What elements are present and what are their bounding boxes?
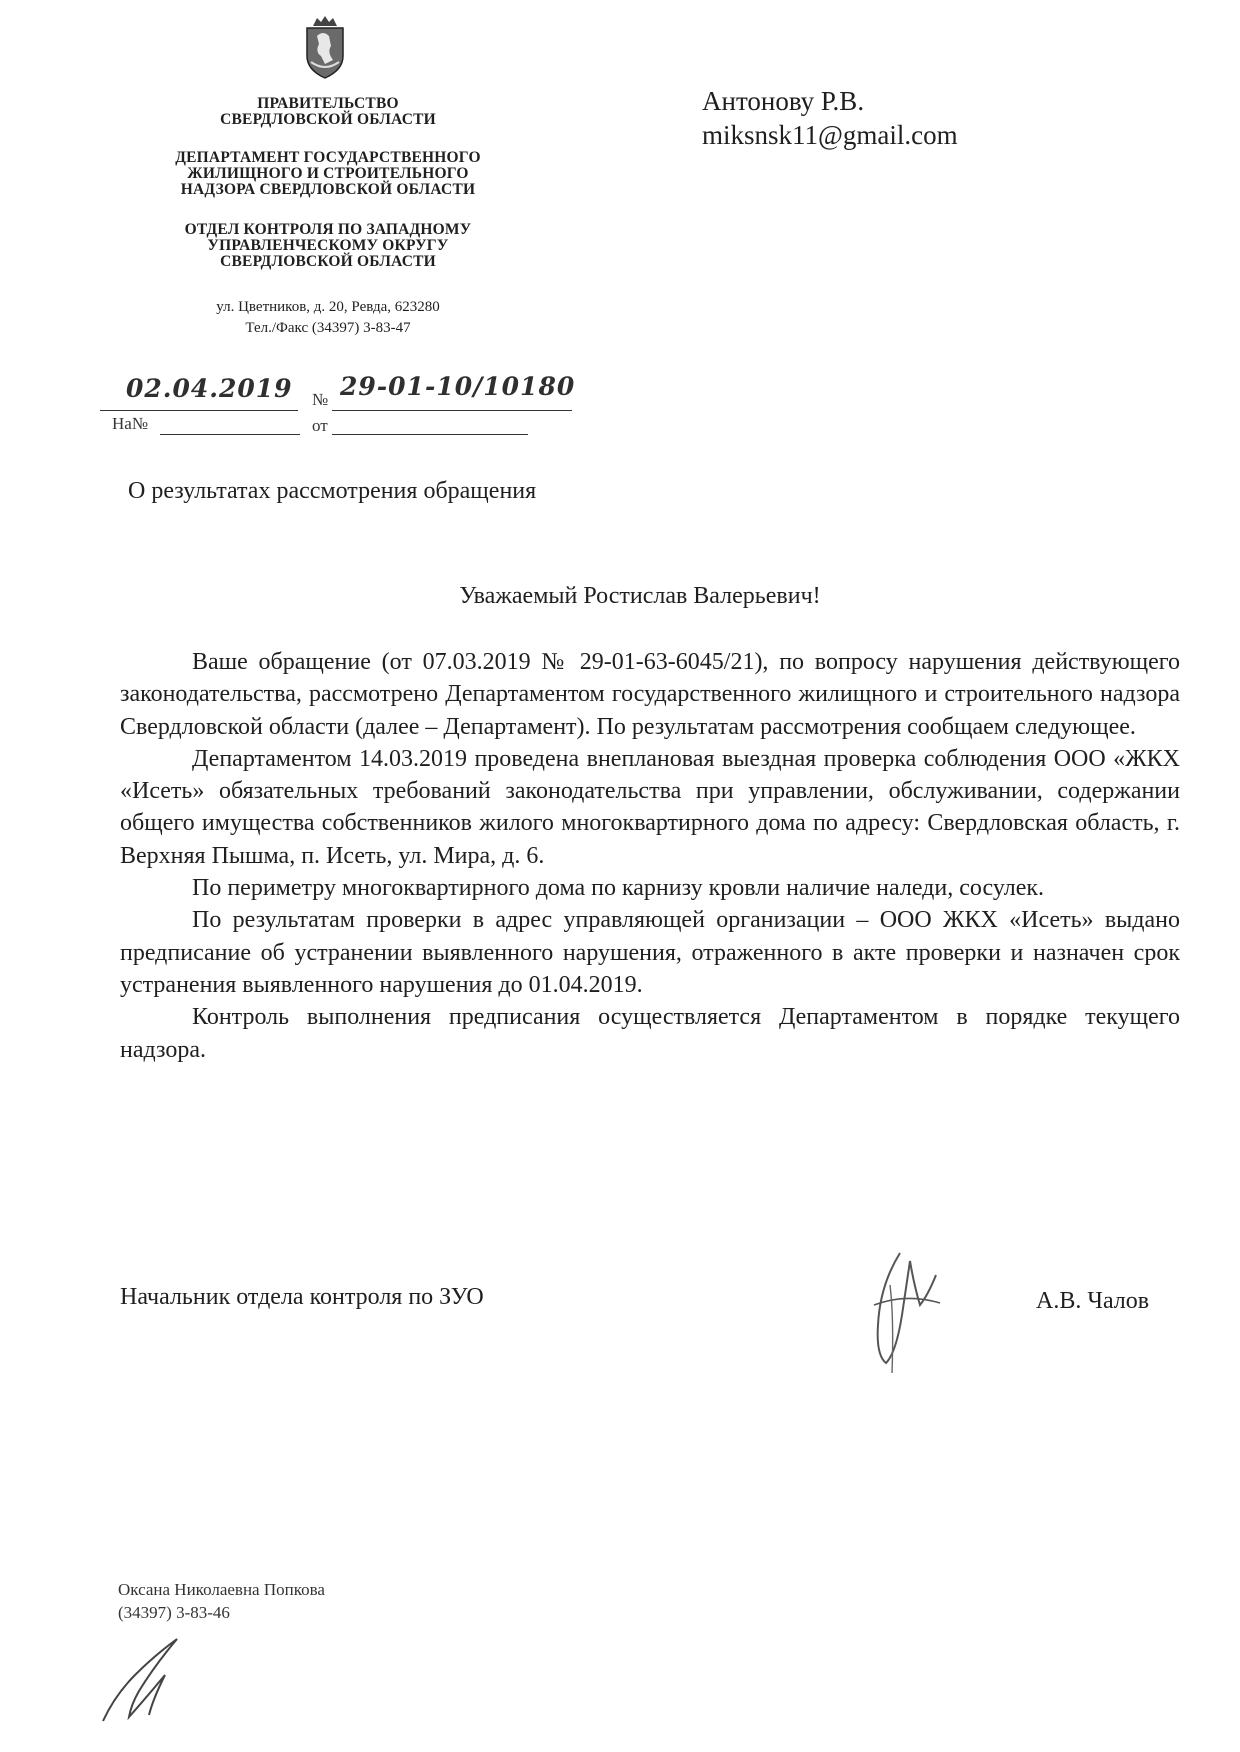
government-name: ПРАВИТЕЛЬСТВО СВЕРДЛОВСКОЙ ОБЛАСТИ xyxy=(220,95,436,128)
letter-date: 02.04.2019 xyxy=(126,374,293,403)
letter-subject: О результатах рассмотрения обращения xyxy=(128,478,537,504)
body-paragraph: По результатам проверки в адрес управляющей организации – ООО ЖКХ «Исеть» выдано предписание об устранении выявленного нарушения, отраженного в акте проверки и назначен срок устранения выявленного нарушения до 01.04.2019. xyxy=(120,907,1180,998)
handwritten-signature xyxy=(850,1245,950,1385)
reply-reference-row xyxy=(100,412,580,442)
executor-block xyxy=(118,1578,325,1624)
department-contacts xyxy=(100,297,556,339)
recipient-block xyxy=(702,84,958,152)
body-paragraph: Ваше обращение (от 07.03.2019 № 29-01-63-6045/21), по вопросу нарушения действующего законодательства, рассмотрено Департаментом государственного жилищного и строительного надзора Свердловской области (далее – Департамент). По результатам рассмотрения сообщаем следующее. xyxy=(120,649,1180,740)
recipient-name: Антонову Р.В. xyxy=(702,86,865,116)
body-paragraph: Контроль выполнения предписания осуществляется Департаментом в порядке текущего надзора. xyxy=(120,1004,1180,1063)
coat-of-arms-emblem xyxy=(303,12,347,80)
signatory-name: А.В. Чалов xyxy=(1036,1288,1150,1314)
signatory-title: Начальник отдела контроля по ЗУО xyxy=(120,1284,484,1310)
department-address: ул. Цветников, д. 20, Ревда, 623280 xyxy=(216,299,440,315)
letter-number: 29-01-10/10180 xyxy=(340,372,576,401)
department-name: ДЕПАРТАМЕНТ ГОСУДАРСТВЕННОГО ЖИЛИЩНОГО И СТРОИТЕЛЬНОГО НАДЗОРА СВЕРДЛОВСКОЙ ОБЛАСТИ xyxy=(175,149,481,198)
executor-name: Оксана Николаевна Попкова xyxy=(118,1580,325,1599)
executor-signature xyxy=(95,1635,195,1727)
body-paragraph: По периметру многоквартирного дома по карнизу кровли наличие наледи, сосулек. xyxy=(192,875,1045,902)
executor-phone: (34397) 3-83-46 xyxy=(118,1603,230,1622)
number-label: № xyxy=(312,390,329,409)
division-name: ОТДЕЛ КОНТРОЛЯ ПО ЗАПАДНОМУ УПРАВЛЕНЧЕСКОМУ ОКРУГУ СВЕРДЛОВСКОЙ ОБЛАСТИ xyxy=(184,221,472,270)
body-paragraph: Департаментом 14.03.2019 проведена внеплановая выездная проверка соблюдения ООО «ЖКХ «Исеть» обязательных требований законодательства при управлении, обслуживании, содержании общего имущества собственников жилого многоквартирного дома по адресу: Свердловская область, г. Верхняя Пышма, п. Исеть, ул. Мира, д. 6. xyxy=(120,745,1180,869)
department-phone: Тел./Факс (34397) 3-83-47 xyxy=(245,320,411,336)
reply-to-label: На№ xyxy=(112,414,149,433)
registration-row xyxy=(100,372,580,414)
letter-body xyxy=(120,646,1180,1066)
recipient-email: miksnsk11@gmail.com xyxy=(702,120,958,150)
from-label: от xyxy=(312,416,328,435)
salutation: Уважаемый Ростислав Валерьевич! xyxy=(459,583,821,609)
